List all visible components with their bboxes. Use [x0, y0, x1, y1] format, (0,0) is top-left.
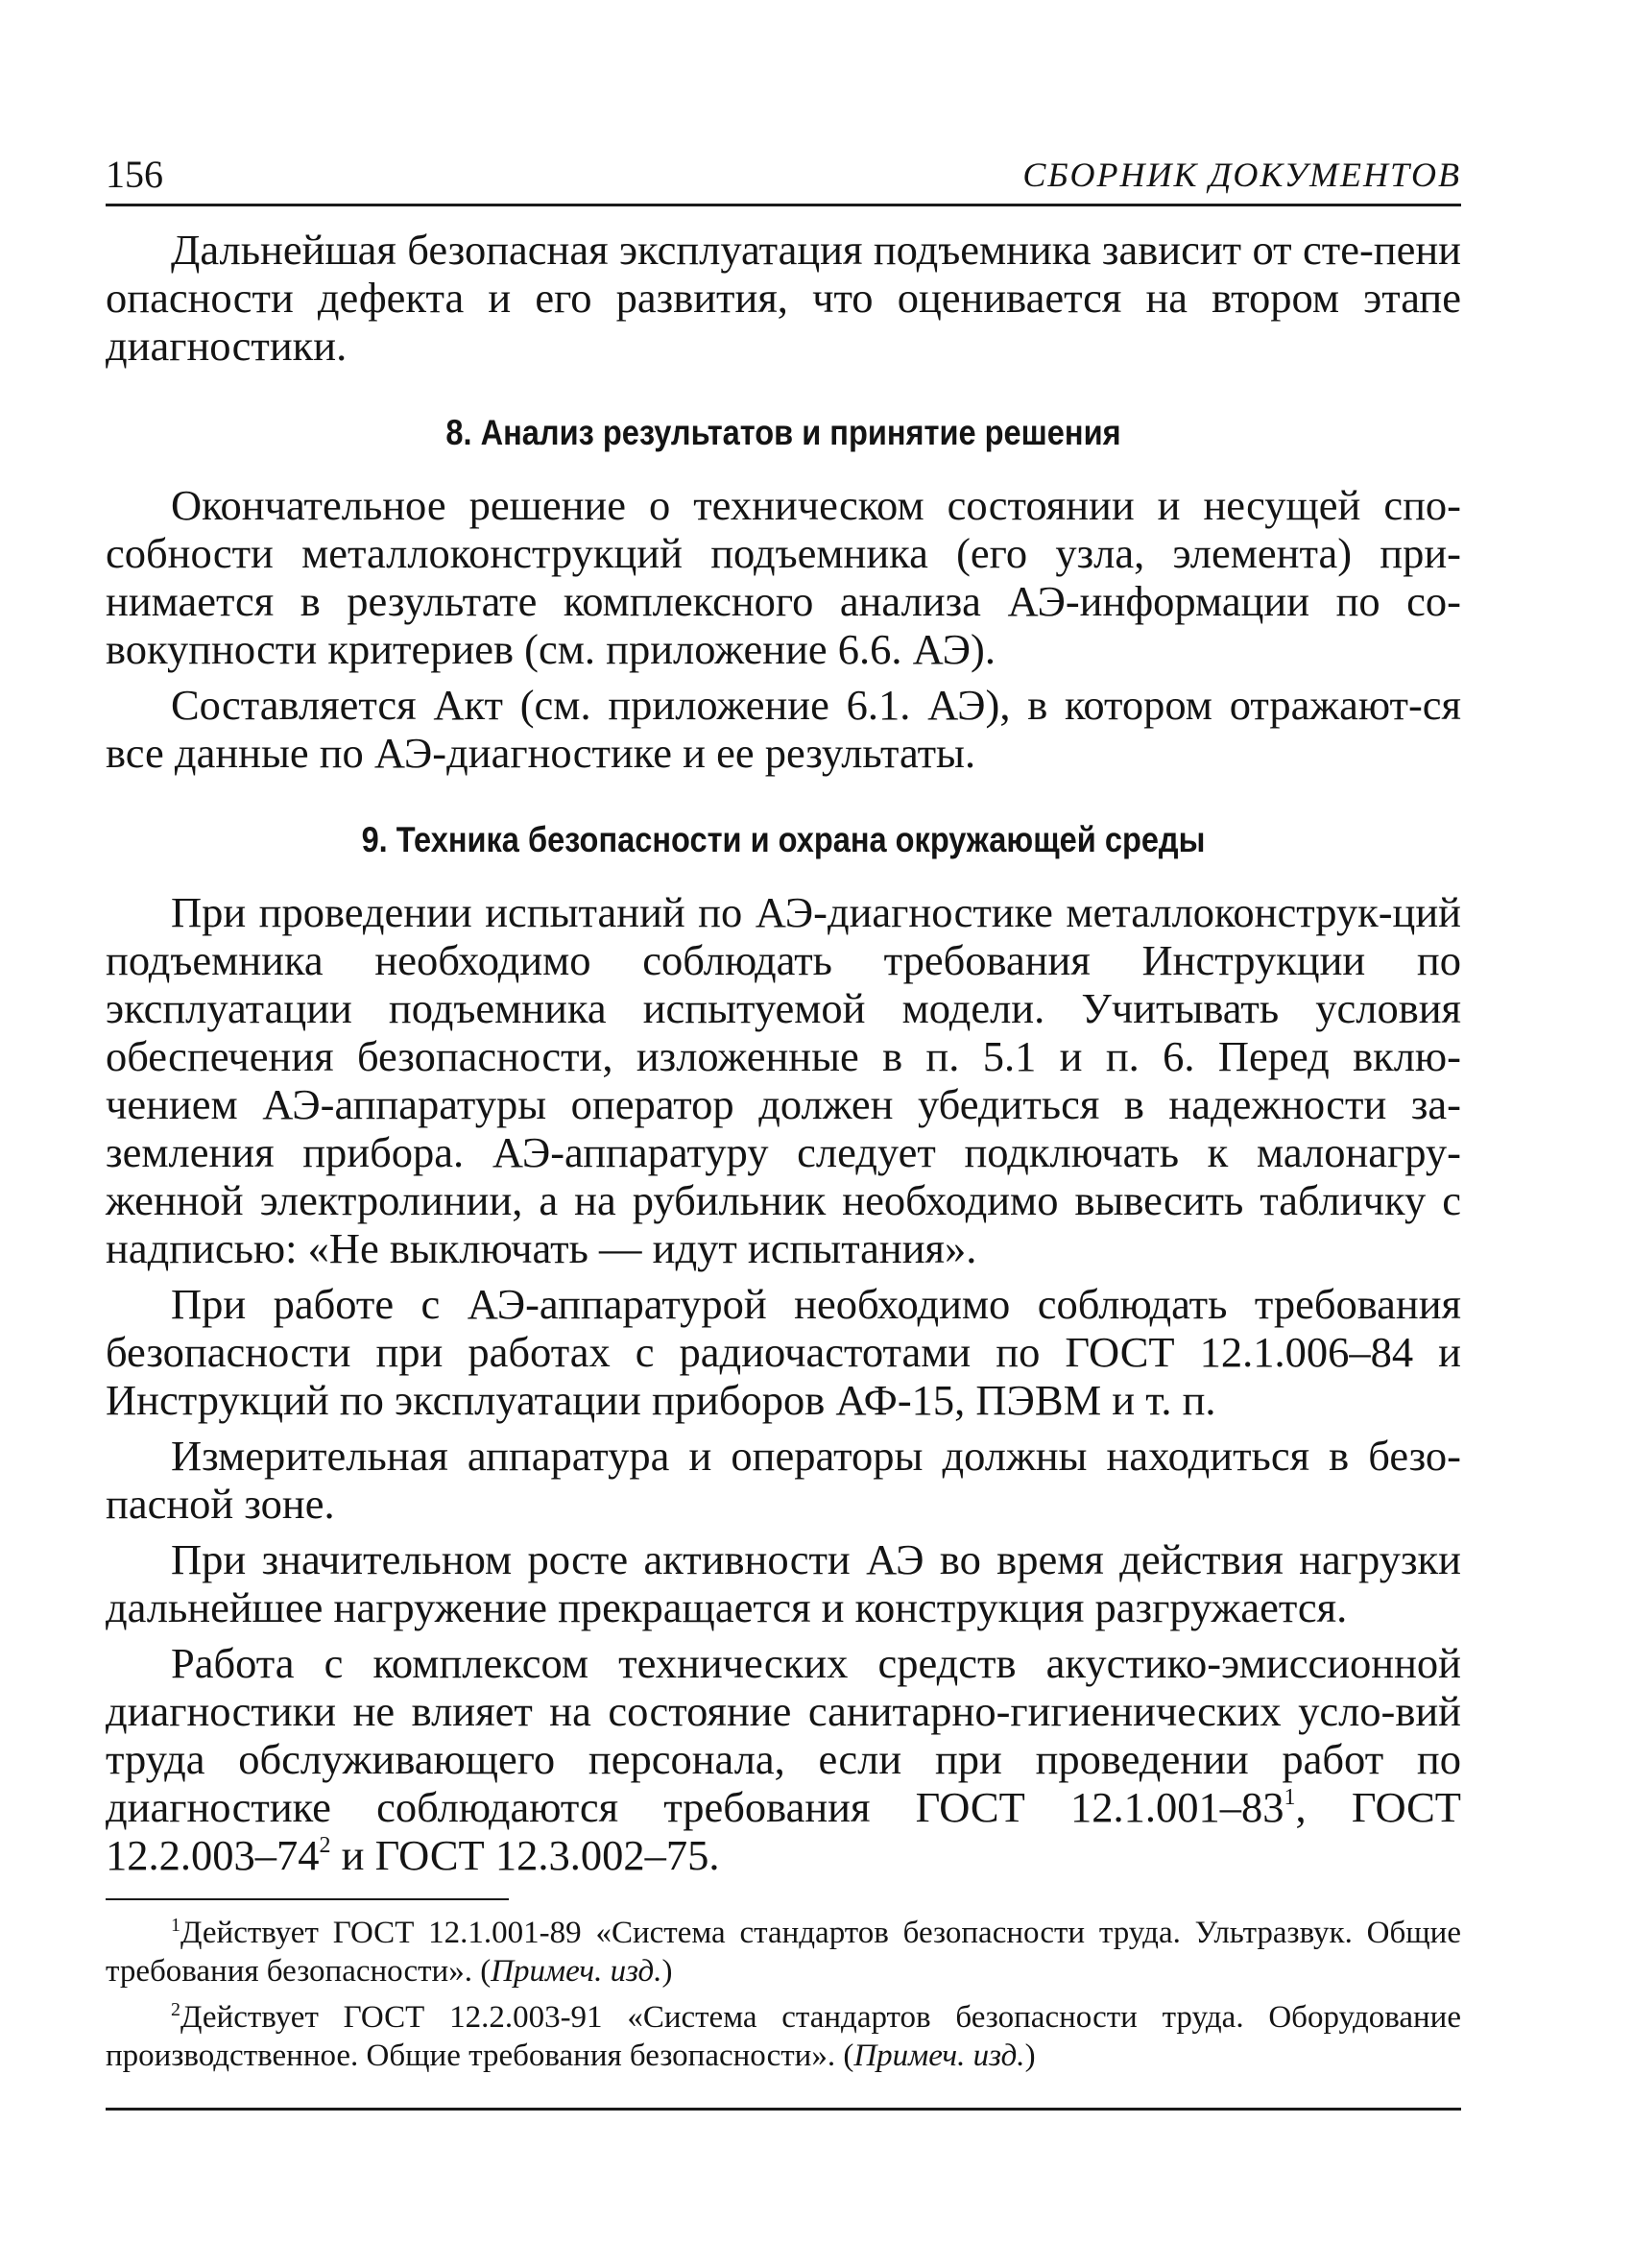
footnote-close: )	[1024, 2039, 1036, 2073]
page	[106, 154, 1461, 2111]
footnote-editor-note: Примеч. изд.	[853, 2039, 1025, 2073]
footnote-ref-2: 2	[319, 1833, 331, 1858]
footnote-2	[106, 1991, 1461, 2075]
footnote-close: )	[661, 1954, 673, 1989]
section-9-heading: 9. Техника безопасности и охрана окружающей среды	[361, 820, 1206, 859]
footnote-text: Действует ГОСТ 12.1.001-89 «Система стандартов безопасности труда. Ультразвук. Общие требования безопасности». (	[106, 1916, 1461, 1989]
section-8-paragraph-1: Окончательное решение о техническом состоянии и несущей спо-собности металлоконструкций подъемника (его узла, элемента) при-нимается в результате комплексного анализа АЭ-информации по со-вокупности критериев (см. приложение 6.6. АЭ).	[106, 481, 1461, 673]
footnote-divider	[106, 1898, 509, 1900]
section-9-paragraph-3: Измерительная аппаратура и операторы должны находиться в безо-пасной зоне.	[106, 1432, 1461, 1528]
section-9-paragraph-2: При работе с АЭ-аппаратурой необходимо соблюдать требования безопасности при работах с радиочастотами по ГОСТ 12.1.006–84 и Инструкций по эксплуатации приборов АФ-15, ПЭВМ и т. п.	[106, 1280, 1461, 1424]
paragraph-5-text-2: , ГОСТ 12.2.003–74	[106, 1783, 1461, 1879]
footnote-1	[106, 1906, 1461, 1991]
footnote-mark: 2	[171, 1999, 180, 2020]
footnote-ref-1: 1	[1284, 1785, 1296, 1810]
section-9-paragraph-4: При значительном росте активности АЭ во время действия нагрузки дальнейшее нагружение прекращается и конструкция разгружается.	[106, 1535, 1461, 1631]
section-9-paragraph-1: При проведении испытаний по АЭ-диагностике металлоконструк-ций подъемника необходимо соблюдать требования Инструкции по эксплуатации подъемника испытуемой модели. Учитывать условия обеспечения безопасности, изложенные в п. 5.1 и п. 6. Перед вклю-чением АЭ-аппаратуры оператор должен убедиться в надежности за-земления прибора. АЭ-аппаратуру следует подключать к малонагру-женной электролинии, а на рубильник необходимо вывесить табличку с надписью: «Не выключать — идут испытания».	[106, 888, 1461, 1272]
footnote-mark: 1	[171, 1915, 180, 1936]
paragraph-5-text-3: и ГОСТ 12.3.002–75.	[330, 1831, 720, 1879]
section-8-paragraph-2: Составляется Акт (см. приложение 6.1. АЭ), в котором отражают-ся все данные по АЭ-диагностике и ее результаты.	[106, 681, 1461, 777]
page-header	[106, 154, 1461, 206]
footnote-text: Действует ГОСТ 12.2.003-91 «Система стандартов безопасности труда. Оборудование производственное. Общие требования безопасности». (	[106, 2000, 1461, 2073]
intro-paragraph: Дальнейшая безопасная эксплуатация подъемника зависит от сте-пени опасности дефекта и его развития, что оценивается на втором этапе диагностики.	[106, 226, 1461, 370]
paragraph-5-text-1: Работа с комплексом технических средств акустико-эмиссионной диагностики не влияет на состояние санитарно-гигиенических усло-вий труда обслуживающего персонала, если при проведении работ по диагностике соблюдаются требования ГОСТ 12.1.001–83	[106, 1639, 1461, 1831]
running-title: СБОРНИК ДОКУМЕНТОВ	[1022, 156, 1461, 194]
bottom-rule	[106, 2108, 1461, 2111]
section-8-heading: 8. Анализ результатов и принятие решения	[445, 413, 1121, 452]
page-number: 156	[106, 153, 163, 196]
footnote-editor-note: Примеч. изд.	[491, 1954, 662, 1989]
section-9-paragraph-5	[106, 1639, 1461, 1879]
